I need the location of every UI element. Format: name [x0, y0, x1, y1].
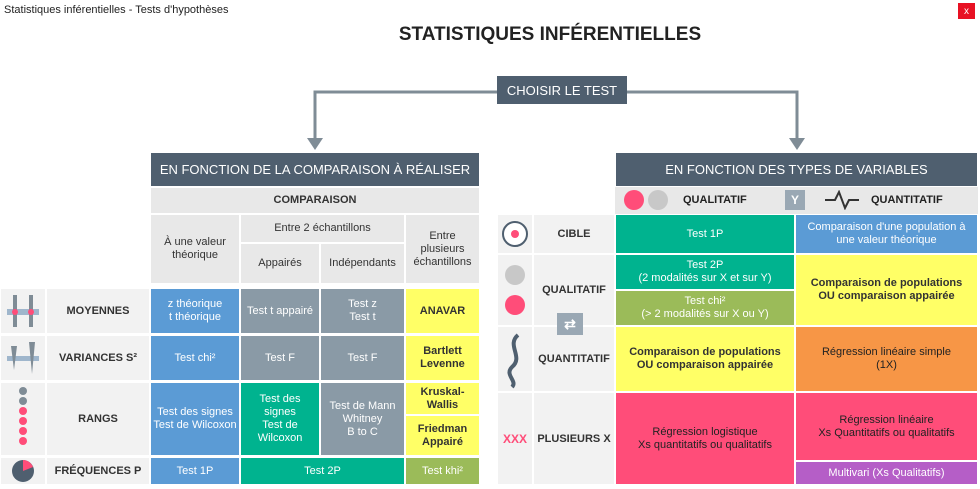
left-header: EN FONCTION DE LA COMPARAISON À RÉALISER [150, 152, 480, 187]
cible-icon-box [497, 214, 533, 254]
moyennes-icon-box [0, 288, 46, 334]
dots-icon [498, 255, 532, 325]
xxx-icon: XXX [502, 431, 527, 446]
variable-type-row [615, 187, 978, 214]
rangs-icon [1, 383, 45, 455]
frequences-icon-box [0, 457, 46, 485]
cell-qualitatif-chi2[interactable]: Test chi² (> 2 modalités sur X ou Y) [615, 290, 795, 326]
row-label-frequences: FRÉQUENCES P [46, 457, 150, 485]
cell-cible-quantitatif[interactable]: Comparaison d'une population à une valeur théorique [795, 214, 978, 254]
row-label-cible: CIBLE [533, 214, 615, 254]
wave-icon [498, 327, 532, 391]
left-connector [315, 92, 497, 142]
quantitatif-label: QUANTITATIF [871, 194, 943, 206]
cell-variances-valeur[interactable]: Test chi² [150, 335, 240, 381]
row-label-qualitatif: QUALITATIF [533, 254, 615, 326]
qualitatif-label: QUALITATIF [683, 194, 747, 206]
rangs-icon-box [0, 382, 46, 456]
cell-variances-independants[interactable]: Test F [320, 335, 405, 381]
col-apparies: Appairés [240, 243, 320, 284]
cell-rangs-independants[interactable]: Test de Mann Whitney B to C [320, 382, 405, 456]
cell-cible-qualitatif[interactable]: Test 1P [615, 214, 795, 254]
row-label-variances: VARIANCES S² [46, 335, 150, 381]
right-header: EN FONCTION DES TYPES DE VARIABLES [615, 152, 978, 187]
cell-frequences-entre2[interactable]: Test 2P [240, 457, 405, 485]
moyennes-icon [1, 289, 45, 333]
close-icon: x [964, 5, 969, 17]
comparaison-header: COMPARAISON [150, 187, 480, 214]
quantitatif-row-icon-box [497, 326, 533, 392]
col-plusieurs: Entre plusieurs échantillons [405, 214, 480, 284]
cell-rangs-friedman[interactable]: Friedman Appairé [405, 415, 480, 456]
cell-plusieurs-multivari[interactable]: Multivari (Xs Qualitatifs) [795, 461, 978, 485]
cell-variances-apparies[interactable]: Test F [240, 335, 320, 381]
connector-arrows [0, 0, 980, 160]
cell-qualitatif-test2p[interactable]: Test 2P (2 modalités sur X et sur Y) [615, 254, 795, 290]
pie-chart-icon [1, 458, 45, 484]
cell-moyennes-plusieurs[interactable]: ANAVAR [405, 288, 480, 334]
cell-moyennes-independants[interactable]: Test z Test t [320, 288, 405, 334]
row-label-moyennes: MOYENNES [46, 288, 150, 334]
left-arrowhead [307, 138, 323, 150]
target-icon [498, 215, 532, 253]
row-label-rangs: RANGS [46, 382, 150, 456]
cell-frequences-valeur[interactable]: Test 1P [150, 457, 240, 485]
y-variable-icon: Y [785, 190, 805, 210]
col-entre-2: Entre 2 échantillons [240, 214, 405, 243]
row-label-plusieurs: PLUSIEURS X [533, 392, 615, 485]
qualitatif-icon [623, 189, 675, 211]
plusieurs-icon-box [497, 392, 533, 485]
col-valeur-theorique: À une valeur théorique [150, 214, 240, 284]
cell-rangs-valeur[interactable]: Test des signes Test de Wilcoxon [150, 382, 240, 456]
cell-plusieurs-regression[interactable]: Régression linéaire Xs Quantitatifs ou qualitatifs [795, 392, 978, 461]
qualitatif-row-icon-box [497, 254, 533, 326]
cell-qualitatif-quantitatif[interactable]: Comparaison de populations OU comparaison appairée [795, 254, 978, 326]
cell-plusieurs-qualitatif[interactable]: Régression logistique Xs quantitatifs ou qualitatifs [615, 392, 795, 485]
col-independants: Indépendants [320, 243, 405, 284]
cell-moyennes-valeur[interactable]: z théorique t théorique [150, 288, 240, 334]
cell-quantitatif-qualitatif[interactable]: Comparaison de populations OU comparaison appairée [615, 326, 795, 392]
cell-rangs-apparies[interactable]: Test des signes Test de Wilcoxon [240, 382, 320, 456]
right-connector [627, 92, 797, 142]
right-arrowhead [789, 138, 805, 150]
swap-icon: ⇄ [557, 313, 583, 335]
variances-icon [1, 336, 45, 380]
page-title: STATISTIQUES INFÉRENTIELLES [398, 24, 702, 45]
window-title: Statistiques inférentielles - Tests d'hypothèses [4, 4, 229, 16]
cell-moyennes-apparies[interactable]: Test t appairé [240, 288, 320, 334]
cell-quantitatif-quantitatif[interactable]: Régression linéaire simple (1X) [795, 326, 978, 392]
cell-rangs-kruskal[interactable]: Kruskal-Wallis [405, 382, 480, 415]
choose-test-box[interactable]: CHOISIR LE TEST [497, 76, 627, 104]
variances-icon-box [0, 335, 46, 381]
cell-frequences-plusieurs[interactable]: Test khi² [405, 457, 480, 485]
row-label-quantitatif: QUANTITATIF [533, 326, 615, 392]
quantitatif-icon [825, 190, 861, 210]
cell-variances-plusieurs[interactable]: Bartlett Levenne [405, 335, 480, 381]
